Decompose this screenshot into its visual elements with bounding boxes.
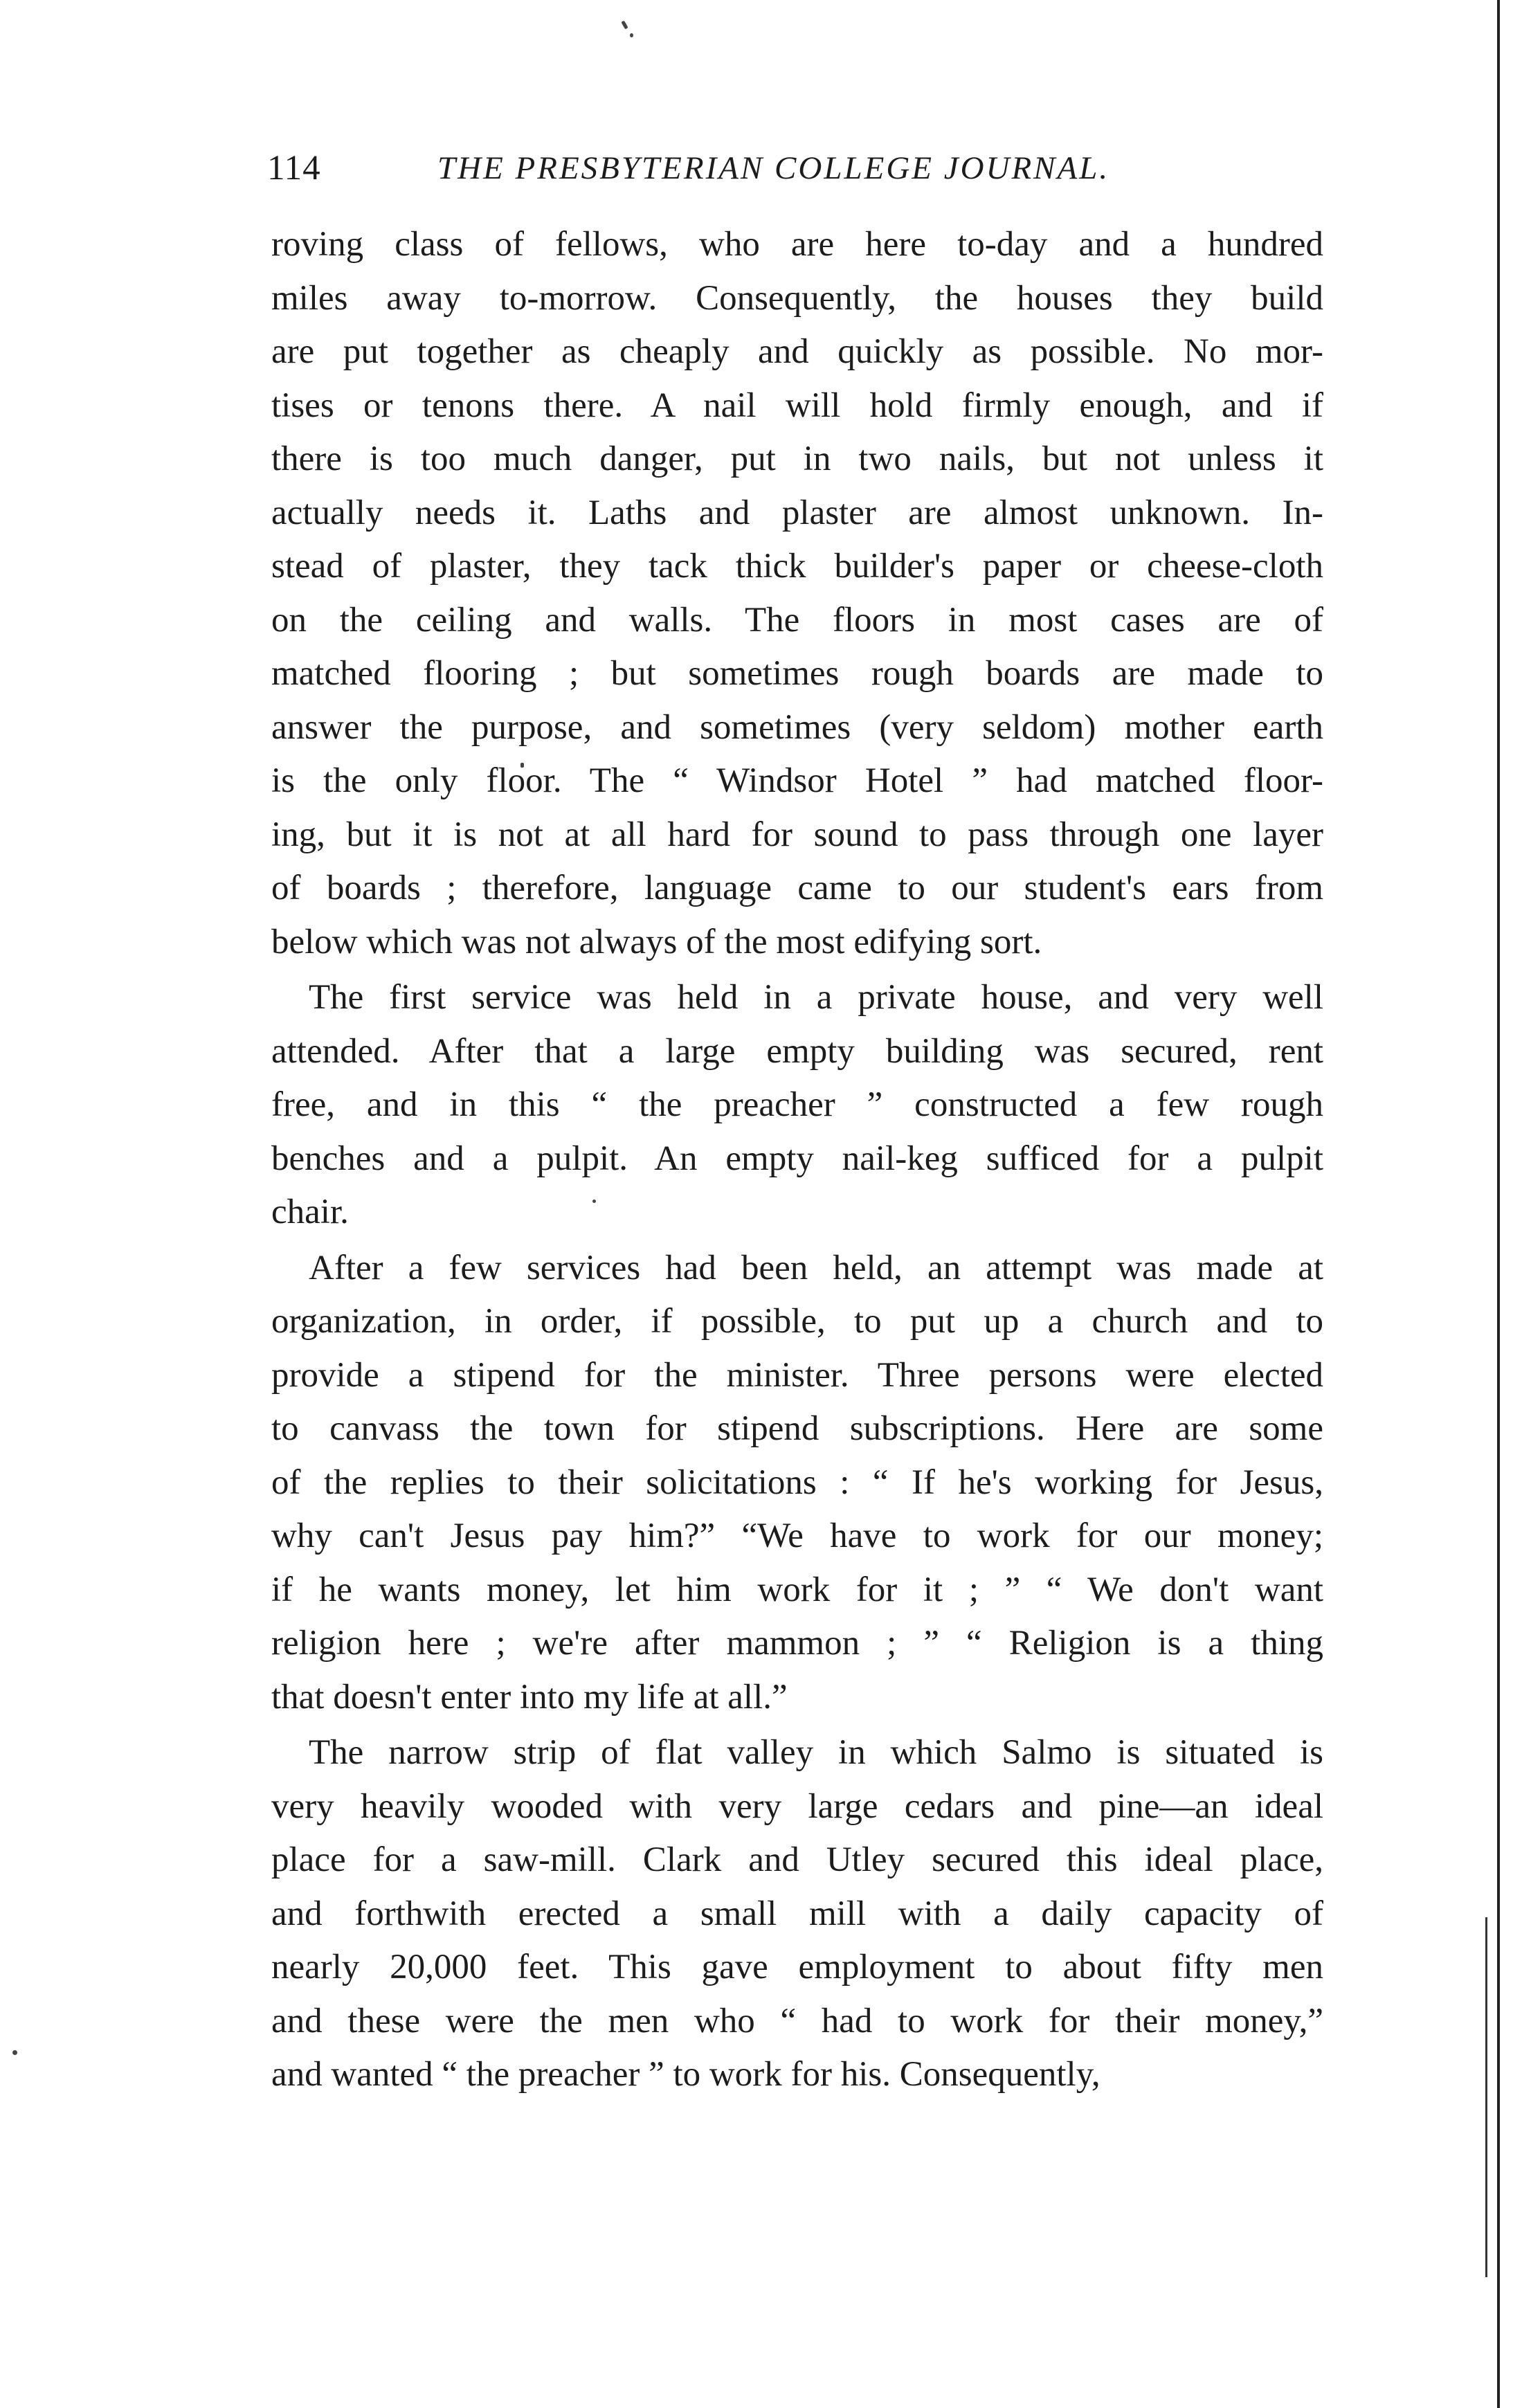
text-line: on the ceiling and walls. The floors in most cases are of: [271, 600, 1323, 640]
text-line: stead of plaster, they tack thick builder's paper or cheese-cloth: [271, 547, 1323, 586]
scan-speck: [630, 33, 633, 37]
text-line: there is too much danger, put in two nails, but not unless it: [271, 440, 1323, 478]
text-line: benches and a pulpit. An empty nail-keg sufficed for a pulpit: [271, 1139, 1323, 1178]
text-line: if he wants money, let him work for it ; ” “ We don't want: [271, 1570, 1323, 1609]
text-line: why can't Jesus pay him?” “We have to work for our money;: [271, 1517, 1323, 1555]
text-line: to canvass the town for stipend subscriptions. Here are some: [271, 1409, 1323, 1448]
page-number: 114: [267, 149, 321, 188]
page-header: [267, 144, 1319, 192]
paragraph: [271, 1726, 1323, 2102]
text-line: roving class of fellows, who are here to-day and a hundred: [271, 225, 1323, 264]
scan-speck: [12, 2050, 17, 2055]
text-line: very heavily wooded with very large cedars and pine—an ideal: [271, 1786, 1323, 1826]
paragraph: [271, 971, 1323, 1240]
text-line: and wanted “ the preacher ” to work for his. Consequently,: [271, 2055, 1100, 2094]
text-line: provide a stipend for the minister. Three persons were elected: [271, 1355, 1323, 1395]
text-line: free, and in this “ the preacher ” constructed a few rough: [271, 1085, 1323, 1124]
scan-edge-line: [1497, 0, 1500, 2408]
text-line: answer the purpose, and sometimes (very seldom) mother earth: [271, 707, 1323, 747]
text-line: of boards ; therefore, language came to our student's ears from: [271, 869, 1323, 907]
text-line: is the only floor. The “ Windsor Hotel ” had matched floor-: [271, 761, 1323, 800]
text-line: ing, but it is not at all hard for sound to pass through one layer: [271, 815, 1323, 854]
article-body: [271, 218, 1323, 2102]
text-line: The narrow strip of flat valley in which Salmo is situated is: [309, 1733, 1323, 1772]
text-line: matched flooring ; but sometimes rough boards are made to: [271, 654, 1323, 693]
paragraph: [271, 218, 1323, 969]
text-line: chair.: [271, 1193, 349, 1231]
text-line: The first service was held in a private house, and very well: [309, 978, 1323, 1017]
text-line: place for a saw-mill. Clark and Utley secured this ideal place,: [271, 1840, 1323, 1879]
text-line: nearly 20,000 feet. This gave employment to about fifty men: [271, 1948, 1323, 1986]
text-line: attended. After that a large empty building was secured, rent: [271, 1031, 1323, 1071]
scan-edge-line: [1485, 1917, 1487, 2277]
text-line: tises or tenons there. A nail will hold firmly enough, and if: [271, 386, 1323, 425]
text-line: actually needs it. Laths and plaster are almost unknown. In-: [271, 493, 1323, 532]
text-line: religion here ; we're after mammon ; ” “ Religion is a thing: [271, 1624, 1323, 1663]
text-line: and forthwith erected a small mill with a daily capacity of: [271, 1894, 1323, 1933]
running-title: THE PRESBYTERIAN COLLEGE JOURNAL.: [437, 150, 1110, 186]
text-line: of the replies to their solicitations : “ If he's working for Jesus,: [271, 1463, 1323, 1502]
text-line: miles away to-morrow. Consequently, the houses they build: [271, 278, 1323, 318]
text-line: that doesn't enter into my life at all.”: [271, 1677, 788, 1717]
text-line: below which was not always of the most edifying sort.: [271, 922, 1042, 961]
text-line: are put together as cheaply and quickly as possible. No mor-: [271, 332, 1323, 371]
text-line: After a few services had been held, an attempt was made at: [309, 1248, 1323, 1287]
paragraph: [271, 1242, 1323, 1725]
text-line: organization, in order, if possible, to put up a church and to: [271, 1302, 1323, 1341]
text-line: and these were the men who “ had to work for their money,”: [271, 2001, 1323, 2040]
scan-speck: [621, 21, 628, 30]
